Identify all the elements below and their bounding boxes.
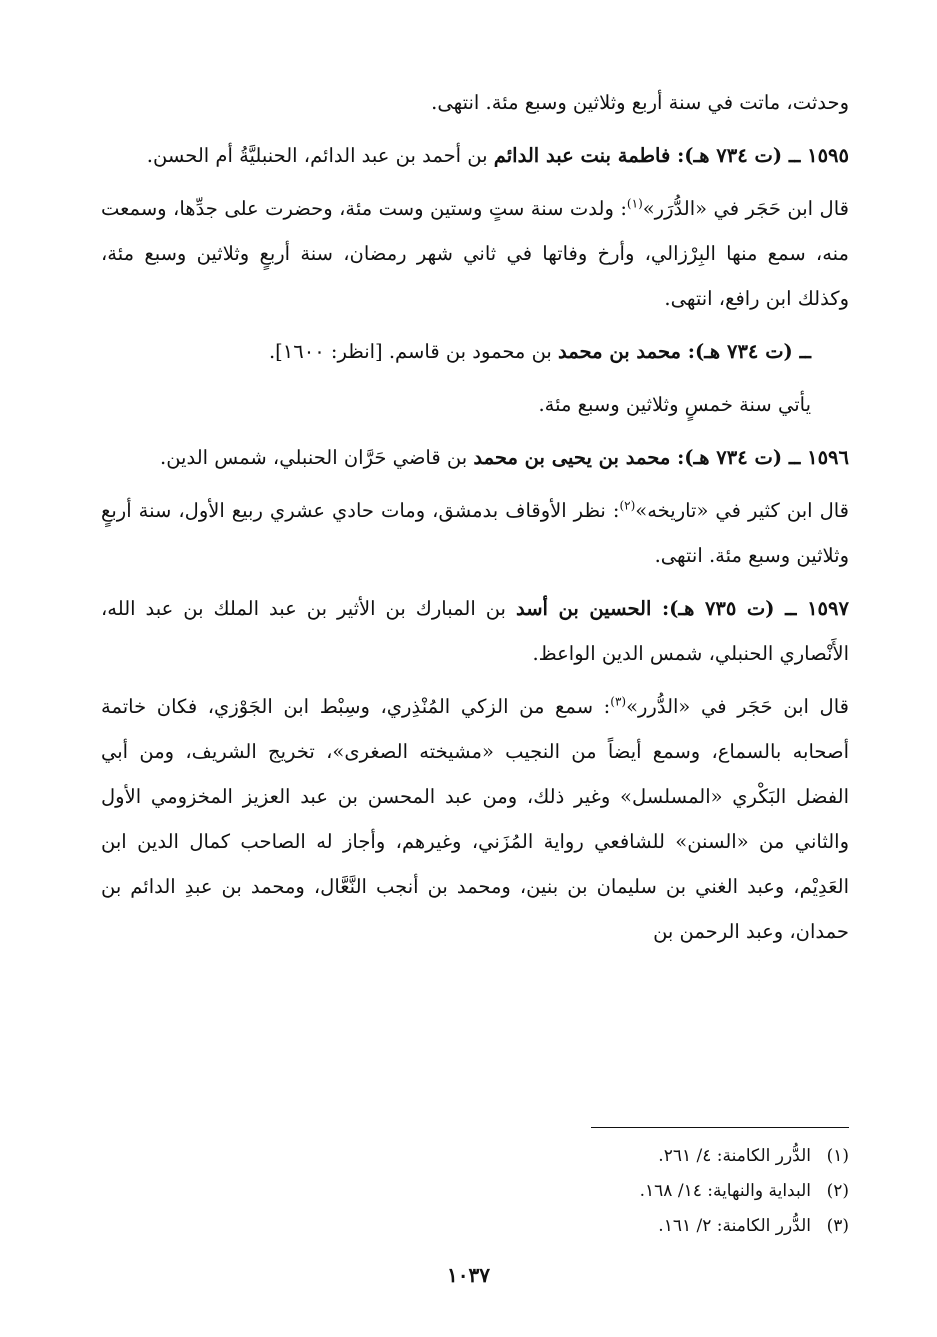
entry-1596-heading: ١٥٩٦ ــ (ت ٧٣٤ هـ): محمد بن يحيى بن محمد	[473, 446, 849, 469]
paragraph-1-text: وحدثت، ماتت في سنة أربع وثلاثين وسبع مئة. انتهى.	[431, 91, 849, 114]
entry-unnumbered-heading: ــ (ت ٧٣٤ هـ): محمد بن محمد	[558, 340, 811, 363]
quote-text: : سمع من الزكي المُنْذِري، وسِبْط ابن الجَوْزي، فكان خاتمة أصحابه بالسماع، وسمع أيضاً من النجيب «مشيخته الصغرى»، تخريج الشريف، ومن أبي الفضل البَكْري «المسلسل» وغير ذلك، ومن عبد المحسن بن عبد العزيز المخزومي الأول والثاني من «السنن» للشافعي رواية المُزَني، وغيرهم، وأجاز له الصاحب كمال الدين ابن العَدِيْم، وعبد الغني بن سليمان بن بنين، ومحمد بن أنجب النَّعَّال، ومحمد بن عبدِ الدائم بن حمدان، وعبد الرحمن بن	[101, 695, 849, 943]
entry-1597	[101, 586, 849, 676]
footnote-text: الدُّرر الكامنة: ٢/ ١٦١.	[658, 1216, 811, 1236]
footnote-1	[101, 1139, 849, 1174]
entry-1595	[101, 133, 849, 178]
footnote-number: (١)	[826, 1146, 849, 1166]
footnotes	[101, 1139, 849, 1244]
footnote-text: البداية والنهاية: ١٤/ ١٦٨.	[639, 1181, 811, 1201]
paragraph-ibn-hajar-2	[101, 684, 849, 954]
footnote-divider	[591, 1127, 849, 1128]
entry-1596	[101, 435, 849, 480]
footnote-ref-1: (١)	[626, 196, 643, 211]
entry-unnumbered	[101, 329, 849, 374]
footnote-3	[101, 1209, 849, 1244]
footnote-number: (٣)	[826, 1216, 849, 1236]
quote-source: قال ابن حَجَر في «الدُّرَر»	[642, 197, 849, 220]
footnote-ref-2: (٢)	[619, 498, 636, 513]
quote-source: قال ابن حَجَر في «الدُّرر»	[626, 695, 849, 718]
entry-1596-text: بن قاضي حَرَّان الحنبلي، شمس الدين.	[160, 446, 474, 469]
entry-1595-heading: ١٥٩٥ ــ (ت ٧٣٤ هـ): فاطمة بنت عبد الدائم	[493, 144, 849, 167]
entry-unnumbered-text: بن محمود بن قاسم. [انظر: ١٦٠٠].	[268, 340, 559, 363]
paragraph-ibn-kathir	[101, 488, 849, 578]
quote-text: : نظر الأوقاف بدمشق، ومات حادي عشري ربيع الأول، سنة أربعٍ وثلاثين وسبع مئة. انتهى.	[101, 499, 849, 567]
entry-1595-text: بن أحمد بن عبد الدائم، الحنبليَّةُ أم الحسن.	[146, 144, 494, 167]
footnote-number: (٢)	[826, 1181, 849, 1201]
main-text	[101, 80, 849, 962]
footnote-text: الدُّرر الكامنة: ٤/ ٢٦١.	[658, 1146, 811, 1166]
quote-text: : ولدت سنة ستٍ وستين وست مئة، وحضرت على جدِّها، وسمعت منه، سمع منها البِرْزالي، وأرخ وفاتها في ثاني شهر رمضان، سنة أربعٍ وثلاثين وسبع مئة، وكذلك ابن رافع، انتهى.	[101, 197, 849, 310]
footnote-ref-3: (٣)	[610, 694, 627, 709]
page-number: ١٠٣٧	[447, 1263, 490, 1287]
entry-1597-heading: ١٥٩٧ ــ (ت ٧٣٥ هـ): الحسين بن أسد	[515, 597, 849, 620]
entry-1597-text: بن المبارك بن الأثير بن عبد الملك بن عبد الله، الأَنْصاري الحنبلي، شمس الدين الواعظ.	[101, 597, 849, 665]
paragraph-ibn-hajar-1	[101, 186, 849, 321]
cross-reference-text: يأتي سنة خمسٍ وثلاثين وسبع مئة.	[538, 393, 811, 416]
quote-source: قال ابن كثير في «تاريخه»	[635, 499, 850, 522]
cross-reference-note	[101, 382, 849, 427]
footnote-2	[101, 1174, 849, 1209]
paragraph-1	[101, 80, 849, 125]
